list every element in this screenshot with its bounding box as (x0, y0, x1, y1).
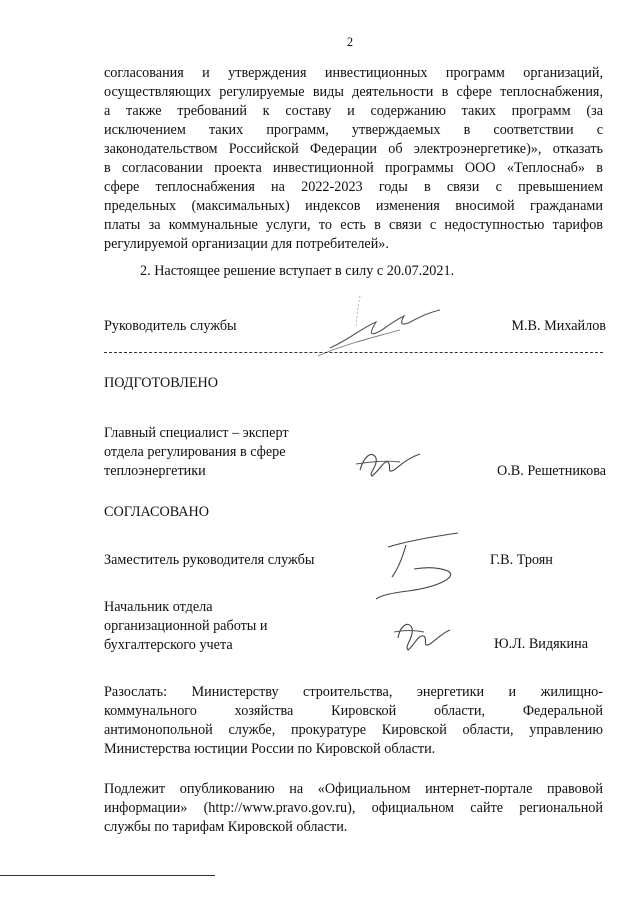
publication-note (104, 780, 603, 837)
publication-line: информации» (http://www.pravo.gov.ru), официальном сайте региональной (104, 800, 603, 816)
head-name: М.В. Михайлов (511, 318, 606, 334)
distribution-line: коммунального хозяйства Кировской области, Федеральной (104, 703, 603, 719)
position-line: бухгалтерского учета (104, 637, 233, 653)
chief-name: Ю.Л. Видякина (494, 636, 589, 652)
distribution-list (104, 683, 603, 759)
position-line: отдела регулирования в сфере (104, 444, 286, 460)
agreed-heading: СОГЛАСОВАНО (104, 504, 210, 520)
prepared-heading: ПОДГОТОВЛЕНО (104, 375, 218, 391)
prepared-name: О.В. Решетникова (496, 463, 606, 479)
paragraph-line: исключением таких программ, утверждаемых в соответствии с (104, 122, 603, 138)
publication-line: Подлежит опубликованию на «Официальном интернет-портале правовой (104, 781, 603, 797)
position-line: теплоэнергетики (104, 463, 206, 479)
position-line: Главный специалист – эксперт (104, 425, 289, 441)
paragraph-line: осуществляющих регулируемые виды деятельности в сфере теплоснабжения, (104, 84, 603, 100)
paragraph-line: предельных (максимальных) индексов изменения вносимой гражданами (104, 198, 603, 214)
paragraph-line: законодательством Российской Федерации об электроэнергетике)», отказать (104, 141, 603, 157)
chief-signature-scribble (388, 610, 468, 660)
paragraph-line: регулируемой организации для потребителей». (104, 236, 389, 252)
position-line: Начальник отдела (104, 599, 213, 615)
deputy-name: Г.В. Троян (490, 552, 553, 568)
distribution-line: антимонопольной службе, прокуратуре Кировской области, управлению (104, 722, 603, 738)
prepared-position (104, 424, 289, 481)
paragraph-line: в согласовании проекта инвестиционной программы ООО «Теплоснаб» в (104, 160, 603, 176)
body-paragraph (104, 64, 603, 254)
page-number: 2 (346, 35, 354, 49)
deputy-title: Заместитель руководителя службы (104, 552, 315, 568)
signature-divider-line (104, 352, 603, 353)
head-title: Руководитель службы (104, 318, 237, 334)
position-line: организационной работы и (104, 618, 268, 634)
publication-line: службы по тарифам Кировской области. (104, 819, 348, 835)
paragraph-line: платы за коммунальные услуги, то есть в связи с недоступностью тарифов (104, 217, 603, 233)
distribution-line: Разослать: Министерству строительства, энергетики и жилищно- (104, 684, 603, 700)
distribution-line: Министерства юстиции России по Кировской области. (104, 741, 436, 757)
item-2: 2. Настоящее решение вступает в силу с 20.07.2021. (140, 263, 455, 279)
paragraph-line: сфере теплоснабжения на 2022-2023 годы в связи с превышением (104, 179, 603, 195)
footnote-rule (0, 875, 215, 876)
paragraph-line: согласования и утверждения инвестиционных программ организаций, (104, 65, 603, 81)
paragraph-line: а также требований к составу и содержанию таких программ (за (104, 103, 603, 119)
head-signature-scribble (300, 290, 470, 370)
deputy-signature-scribble (368, 525, 478, 605)
chief-position (104, 598, 267, 655)
prepared-signature-scribble (350, 440, 440, 490)
